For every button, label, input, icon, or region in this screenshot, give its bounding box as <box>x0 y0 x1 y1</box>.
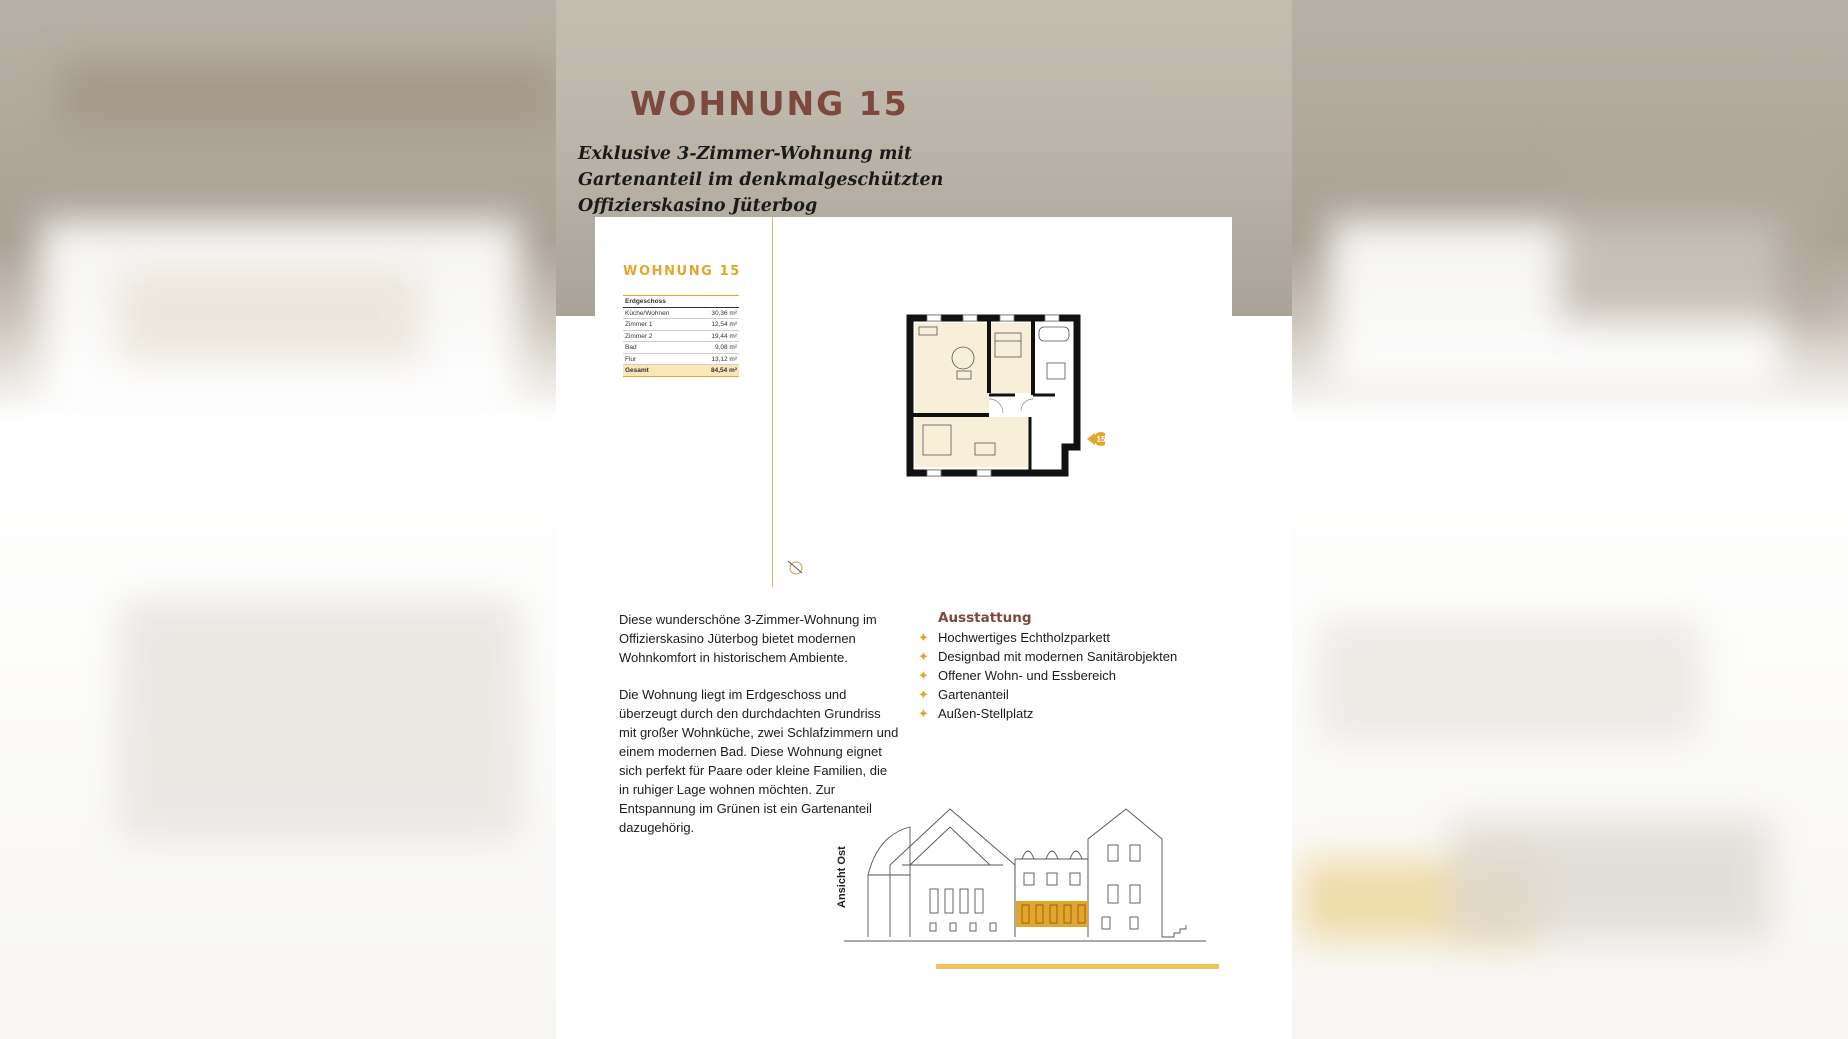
building-elevation-drawing <box>840 805 1210 950</box>
page-title: WOHNUNG 15 <box>630 84 909 123</box>
sparkle-icon: ✦ <box>918 686 929 702</box>
features-title: Ausstattung <box>938 610 1032 626</box>
compass-icon <box>785 557 807 579</box>
list-item: ✦ Hochwertiges Echtholzparkett <box>918 629 1110 645</box>
brochure-page <box>556 0 1292 1039</box>
unit-marker-label: 15 <box>1096 435 1105 444</box>
sparkle-icon: ✦ <box>918 648 929 664</box>
page-subtitle: Exklusive 3-Zimmer-Wohnung mit Gartenanteil im denkmalgeschützten Offizierskasino Jüterbog <box>578 144 944 216</box>
table-row: Bad 9,08 m² <box>623 342 739 354</box>
sparkle-icon: ✦ <box>918 667 929 683</box>
table-header: Erdgeschoss <box>623 296 739 308</box>
table-total-row: Gesamt 84,54 m² <box>623 365 739 377</box>
sparkle-icon: ✦ <box>918 705 929 721</box>
table-row: Zimmer 2 19,44 m² <box>623 331 739 343</box>
list-item: ✦ Designbad mit modernen Sanitärobjekten <box>918 648 1178 664</box>
table-row: Zimmer 1 12,54 m² <box>623 319 739 331</box>
elevation-label: Ansicht Ost <box>836 846 848 908</box>
gold-accent-bar <box>936 964 1219 969</box>
list-item: ✦ Außen-Stellplatz <box>918 705 1034 721</box>
table-row: Küche/Wohnen 30,36 m² <box>623 308 739 320</box>
description-paragraph: Die Wohnung liegt im Erdgeschoss und überzeugt durch den durchdachten Grundriss mit großer Wohnküche, zwei Schlafzimmern und einem modernen Bad. Diese Wohnung eignet sich perfekt für Paare oder kleine Familien, die in ruhiger Lage wohnen möchten. Zur Entspannung im Grünen ist ein Gartenanteil dazugehörig. <box>619 687 899 835</box>
table-row: Flur 13,12 m² <box>623 354 739 366</box>
area-table <box>623 295 739 377</box>
sparkle-icon: ✦ <box>918 629 929 645</box>
card-title: WOHNUNG 15 <box>623 264 741 279</box>
description-paragraph: Diese wunderschöne 3-Zimmer-Wohnung im Offizierskasino Jüterbog bietet modernen Wohnkomfort in historischem Ambiente. <box>619 612 877 665</box>
list-item: ✦ Gartenanteil <box>918 686 1009 702</box>
floorplan-drawing <box>905 313 1105 483</box>
floorplan-card <box>595 217 1232 587</box>
features-list <box>918 628 1218 723</box>
list-item: ✦ Offener Wohn- und Essbereich <box>918 667 1117 683</box>
unit-marker-arrow <box>1087 433 1095 445</box>
features-section <box>918 610 1218 723</box>
card-divider <box>772 217 773 587</box>
